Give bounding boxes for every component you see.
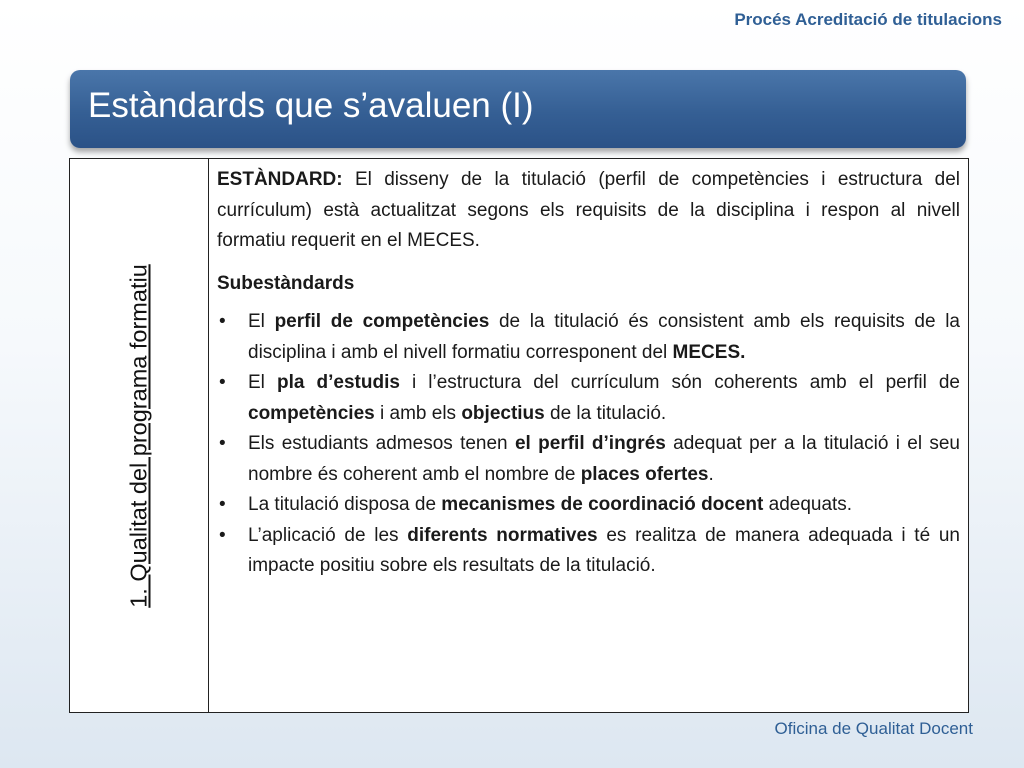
- bullet-icon: •: [219, 311, 226, 332]
- list-item: [217, 307, 960, 368]
- item-text: i l’estructura del currículum són coherents amb el perfil de: [399, 372, 960, 393]
- section-title: [126, 264, 153, 608]
- item-text: El: [248, 311, 275, 332]
- list-item: [217, 368, 960, 429]
- standard-paragraph: [217, 165, 960, 257]
- item-text: La titulació disposa de: [248, 494, 442, 515]
- item-emphasis: competències: [248, 402, 375, 424]
- item-emphasis: places ofertes: [580, 463, 709, 485]
- slide-title: Estàndards que s’avaluen (I): [88, 86, 534, 125]
- item-emphasis: pla d’estudis: [276, 372, 400, 393]
- list-item: [217, 429, 960, 490]
- bullet-icon: •: [219, 433, 226, 454]
- bullet-icon: •: [219, 494, 226, 515]
- standard-text: El disseny de la titulació (perfil de competències i estructura del currículum) està actualitzat segons els requisits de la disciplina i respon al nivell formatiu requerit en el MECES.: [217, 169, 960, 251]
- list-item: [217, 490, 960, 521]
- substandards-list: [217, 307, 960, 582]
- standard-label: ESTÀNDARD:: [217, 169, 343, 190]
- item-text: de la titulació és consistent amb els requisits de la disciplina i amb el nivell formatiu corresponent del: [248, 311, 960, 363]
- item-emphasis: objectius: [461, 402, 545, 424]
- item-text: es realitza de manera adequada i té un impacte positiu sobre els resultats de la titulació.: [248, 524, 960, 576]
- item-emphasis: diferents normatives: [407, 524, 598, 546]
- item-emphasis: el perfil d’ingrés: [514, 433, 666, 454]
- bullet-icon: •: [219, 524, 226, 546]
- section-title-text: 1. Qualitat del programa formatiu: [125, 263, 152, 608]
- item-text: El: [248, 372, 277, 393]
- item-emphasis: MECES.: [672, 341, 746, 363]
- section-cell: [70, 159, 209, 712]
- substandards-heading: Subestàndards: [217, 272, 355, 294]
- item-text: i amb els: [374, 402, 462, 424]
- item-text: adequats.: [763, 494, 853, 515]
- item-text: Els estudiants admesos tenen: [248, 433, 515, 454]
- item-text: de la titulació.: [544, 402, 667, 424]
- list-item: [217, 521, 960, 582]
- standards-table: [69, 158, 969, 713]
- title-banner: [70, 70, 966, 148]
- footer-office: Oficina de Qualitat Docent: [774, 719, 973, 738]
- item-emphasis: perfil de competències: [274, 311, 490, 332]
- item-text: adequat per a la titulació i el seu nombre és coherent amb el nombre de: [248, 433, 961, 485]
- content-cell: [209, 159, 968, 712]
- bullet-icon: •: [219, 372, 226, 393]
- item-text: .: [708, 463, 714, 485]
- process-title: Procés Acreditació de titulacions: [734, 10, 1002, 29]
- item-text: L’aplicació de les: [248, 524, 408, 546]
- item-emphasis: mecanismes de coordinació docent: [441, 494, 764, 515]
